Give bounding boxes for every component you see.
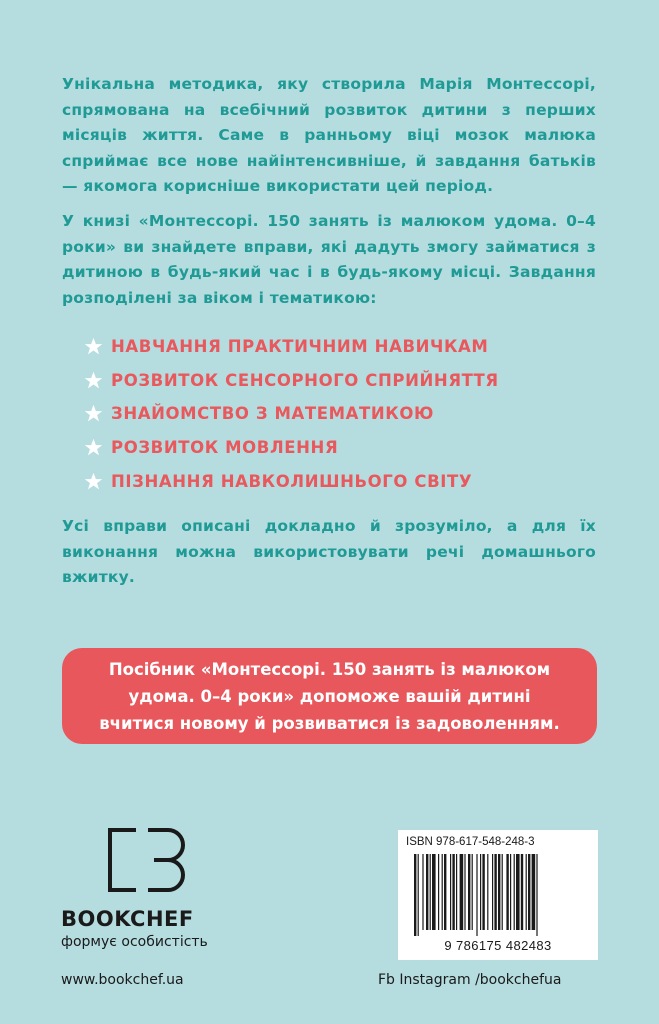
barcode-bar [438,854,439,930]
barcode [398,830,598,960]
barcode-bar [444,854,446,930]
barcode-bar [532,854,536,930]
isbn-label: ISBN 978-617-548-248-3 [406,836,535,848]
barcode-bar [452,854,454,930]
callout-box [62,648,597,744]
barcode-bar [487,854,488,930]
social-handle[interactable]: Fb Instagram /bookchefua [378,972,562,988]
barcode-bar [460,854,464,930]
barcode-bar [536,854,537,936]
barcode-bar [516,854,520,930]
barcode-digits: 9 786175 482483 [444,938,552,953]
barcode-bar [494,854,496,930]
barcode-bar [510,854,511,930]
barcode-bar [430,854,431,930]
list-item [84,364,499,398]
barcode-bar [526,854,527,930]
star-icon [84,371,103,390]
book-paragraph: У книзі «Монтессорі. 150 занять із малюком удома. 0–4 роки» ви знайдете вправи, які дадуть змогу займатися з дитиною в будь-який час і в будь-якому місці. Завдання розподілені за віком і тематикою: [62,212,596,307]
publisher-tagline: формує особистість [61,934,208,950]
barcode-bars [404,854,592,936]
star-icon [84,337,103,356]
list-item [84,431,499,465]
barcode-bar [498,854,500,930]
barcode-bar [432,854,436,930]
barcode-bar [514,854,515,930]
barcode-bar [502,854,503,930]
website-link[interactable]: www.bookchef.ua [61,972,184,988]
barcode-bar [492,854,493,930]
barcode-bar [442,854,443,930]
outro-paragraph: Усі вправи описані докладно й зрозуміло, а для їх виконання можна використовувати речі домашнього вжитку. [62,517,596,586]
list-item [84,397,499,431]
intro-paragraph: Унікальна методика, яку створила Марія Монтессорі, спрямована на всебічний розвиток дитини з перших місяців життя. Саме в ранньому віці мозок малюка сприймає все нове найінтенсивніше, й завдання батьків — якомога корисніше використати цей період. [62,75,596,195]
topic-label: НАВЧАННЯ ПРАКТИЧНИМ НАВИЧКАМ [111,337,489,357]
callout-text: Посібник «Монтессорі. 150 занять із малюком удома. 0–4 роки» допоможе вашій дитині вчитися новому й розвиватися із задоволенням. [99,659,560,733]
barcode-bar [422,854,423,930]
star-icon [84,404,103,423]
barcode-bar [528,854,530,930]
bookchef-logo-icon [106,826,186,894]
barcode-bar [450,854,451,930]
barcode-bar [468,854,470,930]
star-icon [84,472,103,491]
topics-list [84,330,499,498]
barcode-bar [414,854,416,936]
topic-label: ПІЗНАННЯ НАВКОЛИШНЬОГО СВІТУ [111,471,473,491]
barcode-bar [418,854,419,936]
publisher-name: BOOKCHEF [61,907,194,931]
list-item [84,464,499,498]
barcode-bar [426,854,428,930]
barcode-bar [480,854,481,930]
topic-label: РОЗВИТОК МОВЛЕННЯ [111,438,339,458]
topic-label: ЗНАЙОМСТВО З МАТЕМАТИКОЮ [111,404,434,424]
barcode-bar [482,854,484,930]
barcode-bar [476,854,477,936]
topic-label: РОЗВИТОК СЕНСОРНОГО СПРИЙНЯТТЯ [111,370,499,390]
star-icon [84,438,103,457]
barcode-bar [464,854,465,930]
barcode-bar [506,854,508,930]
barcode-bar [472,854,473,930]
barcode-bar [521,854,523,930]
list-item [84,330,499,364]
barcode-bar [456,854,457,930]
